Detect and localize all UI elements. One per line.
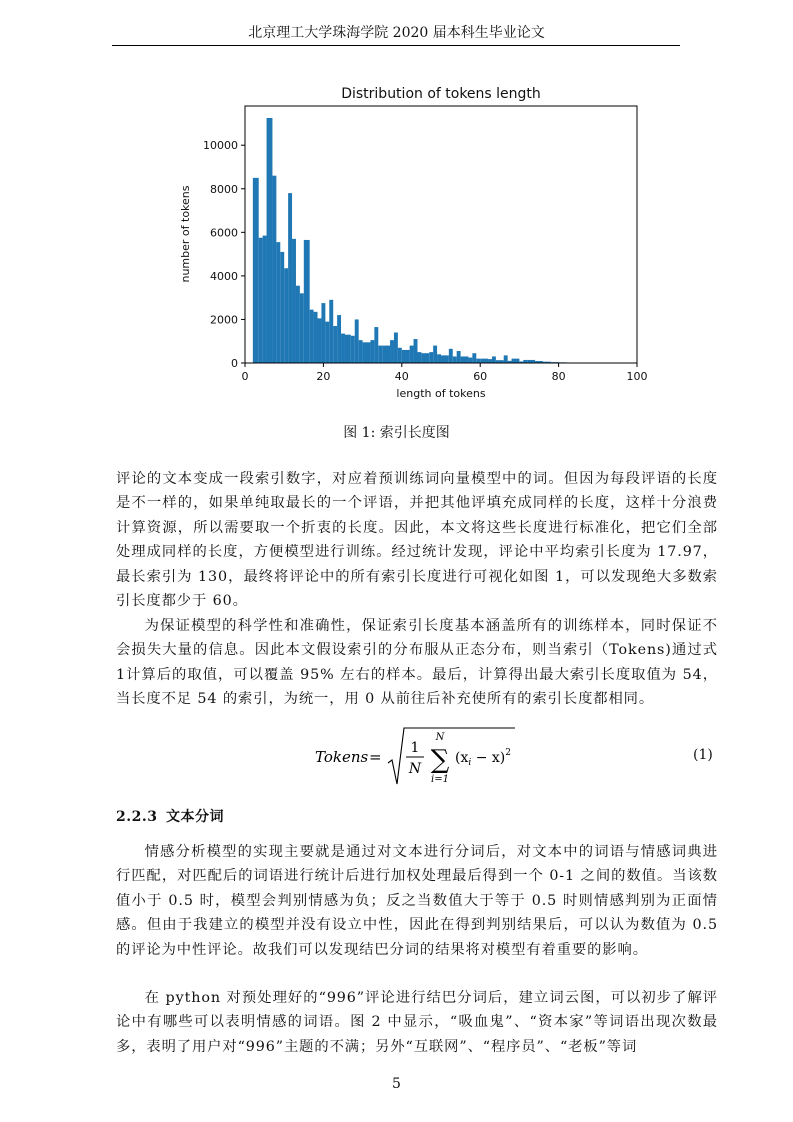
histogram-bar [504, 355, 508, 363]
y-tick-label: 8000 [210, 182, 238, 196]
equation-render [300, 726, 560, 788]
histogram-bar [280, 252, 284, 363]
y-tick-label: 2000 [210, 313, 238, 327]
histogram-bar [437, 354, 441, 363]
histogram-bar [351, 336, 355, 363]
running-header: 北京理工大学珠海学院 2020 届本科生毕业论文 [248, 25, 545, 41]
page-number: 5 [392, 1076, 401, 1092]
y-tick-label: 10000 [203, 139, 238, 153]
histogram-bar [314, 312, 318, 363]
histogram-bar [414, 339, 418, 363]
histogram-bar [321, 303, 325, 363]
x-tick-label: 20 [316, 370, 331, 383]
histogram-bar [449, 349, 453, 363]
histogram-bar [263, 236, 267, 363]
histogram-bar [333, 326, 337, 363]
eq-sum-bottom: i=1 [431, 774, 449, 785]
histogram-bar [374, 327, 378, 363]
x-axis-ticks [242, 363, 648, 383]
histogram-bar [359, 340, 363, 363]
histogram-bar [390, 340, 394, 363]
histogram-bar [421, 353, 429, 363]
paragraph-3: 情感分析模型的实现主要就是通过对文本进行分词后，对文本中的词语与情感词典进行匹配，对匹配后的词语进行统计后进行加权处理最后得到一个 0-1 之间的数值。当该数值小于 0.5 时，模型会判别情感为负；反之当数值大于等于 0.5 时则情感判别为正面情感。但由于我建立的模型并没有设立中性，因此在得到判别结果后，可以认为数值为 0.5 的评论为中性评论。故我们可以发现结巴分词的结果将对模型有着重要的影响。 [116, 844, 718, 958]
histogram-bar [441, 355, 449, 363]
histogram-bar [433, 346, 437, 363]
histogram-bar [329, 300, 333, 363]
eq-lhs: Tokens [315, 748, 369, 766]
histogram-bar [417, 352, 421, 363]
histogram-bar [296, 286, 300, 363]
histogram-bar [480, 359, 488, 363]
histogram-bar [345, 335, 351, 363]
histogram-bar [382, 346, 390, 363]
histogram-bar [476, 359, 480, 363]
x-tick-label: 40 [394, 370, 409, 383]
histogram-bar [284, 268, 288, 363]
histogram-bar [457, 351, 461, 363]
histogram-bar [488, 359, 492, 363]
eq-sum-top: N [435, 732, 445, 743]
histogram-bar [276, 242, 280, 363]
histogram-bar [272, 176, 276, 363]
eq-frac-num: 1 [410, 740, 420, 756]
histogram-bar [318, 318, 322, 363]
x-tick-label: 0 [241, 370, 249, 383]
x-axis-label: length of tokens [396, 387, 486, 400]
section-title: 文本分词 [166, 809, 224, 825]
sigma-icon: ∑ [430, 745, 450, 775]
histogram-bar [363, 342, 371, 363]
eq-equals: = [369, 748, 382, 766]
histogram-bar [355, 319, 359, 363]
eq-body: $(x_i - x)^2$ [455, 748, 511, 768]
histogram-bar [370, 340, 374, 363]
histogram-bar [461, 356, 469, 363]
x-tick-label: 80 [551, 370, 566, 383]
histogram-bar [300, 293, 304, 363]
x-tick-label: 100 [626, 370, 648, 383]
x-tick-label: 60 [473, 370, 488, 383]
equation-1 [300, 726, 560, 788]
histogram-bar [304, 240, 310, 363]
histogram-bar [453, 356, 457, 363]
figure-caption: 图 1: 索引长度图 [343, 425, 450, 441]
paragraph-2: 为保证模型的科学性和准确性，保证索引长度基本涵盖所有的训练样本，同时保证不会损失大量的信息。因此本文假设索引的分布服从正态分布，则当索引（Tokens)通过式 1计算后的取值，可以覆盖 95% 左右的样本。最后，计算得出最大索引长度取值为 54，当长度不足 54 的索引，为统一，用 0 从前往后补充使所有的索引长度都相同。 [116, 618, 718, 708]
y-axis-label: number of tokens [179, 185, 192, 283]
histogram-bar [310, 310, 314, 363]
paragraph-1: 评论的文本变成一段索引数字，对应着预训练词向量模型中的词。但因为每段评语的长度是不一样的，如果单纯取最长的一个评语，并把其他评填充成同样的长度，这样十分浪费计算资源，所以需要取一个折衷的长度。因此，本文将这些长度进行标准化，把它们全部处理成同样的长度，方便模型进行训练。经过统计发现，评论中平均索引长度为 17.97，最长索引为 130，最终将评论中的所有索引长度进行可视化如图 1，可以发现绝大多数索引长度都少于 60。 [116, 471, 718, 610]
histogram-bar [394, 333, 398, 363]
y-tick-label: 6000 [210, 226, 238, 240]
histogram-bar [341, 334, 345, 363]
histogram-bar [492, 356, 496, 363]
eq-frac-den: N [408, 761, 422, 777]
histogram-bar [378, 346, 382, 363]
histogram-bar [337, 315, 341, 363]
histogram-bar [468, 358, 472, 363]
histogram-bar [398, 348, 402, 363]
header-rule [112, 45, 680, 46]
histogram-bar [429, 352, 433, 363]
paragraph-4: 在 python 对预处理好的“996”评论进行结巴分词后，建立词云图，可以初步了解评论中有哪些可以表明情感的词语。图 2 中显示，“吸血鬼”、“资本家”等词语出现次数最多，表明了用户对“996”主题的不满；另外“互联网”、“程序员”、“老板”等词 [116, 990, 718, 1055]
y-tick-label: 4000 [210, 269, 238, 283]
histogram-bar [259, 238, 263, 363]
histogram-bar [292, 239, 296, 363]
histogram-chart [160, 78, 660, 408]
equation-number: (1) [693, 747, 713, 763]
histogram-bar [288, 193, 292, 363]
histogram-bar [402, 350, 410, 363]
section-number: 2.2.3 [116, 809, 158, 825]
histogram-bar [325, 322, 329, 363]
histogram-bars [253, 118, 574, 363]
chart-title: Distribution of tokens length [341, 86, 541, 102]
histogram-bar [512, 359, 520, 363]
histogram-bar [253, 178, 259, 363]
y-tick-label: 0 [231, 357, 238, 370]
histogram-bar [472, 353, 476, 363]
figure-1 [160, 78, 660, 408]
histogram-bar [410, 346, 414, 363]
section-heading [116, 806, 224, 826]
histogram-bar [267, 118, 273, 363]
y-axis-ticks [203, 139, 245, 370]
